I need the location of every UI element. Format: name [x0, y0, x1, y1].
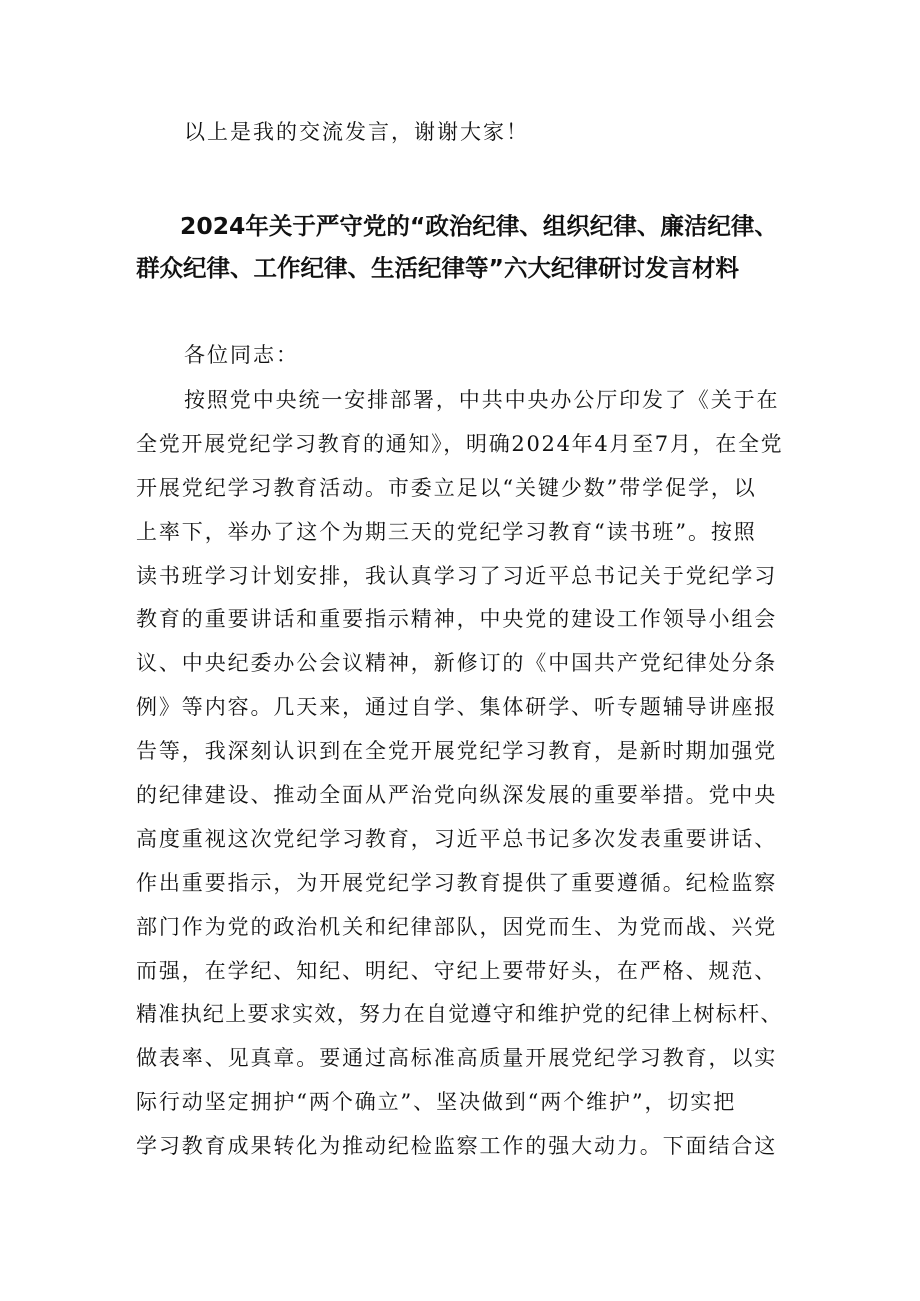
- body-line: 而强，在学纪、知纪、明纪、守纪上要带好头，在严格、规范、: [136, 958, 778, 983]
- body-line: 上率下，举办了这个为期三天的党纪学习教育“读书班”。按照: [136, 519, 757, 544]
- closing-remark: 以上是我的交流发言，谢谢大家！: [184, 120, 529, 144]
- body-line: 教育的重要讲话和重要指示精神，中央党的建设工作领导小组会: [136, 607, 778, 632]
- body-line: 开展党纪学习教育活动。市委立足以“关键少数”带学促学，以: [136, 475, 757, 500]
- body-line: 作出重要指示，为开展党纪学习教育提供了重要遵循。纪检监察: [136, 870, 778, 895]
- body-line: 读书班学习计划安排，我认真学习了习近平总书记关于党纪学习: [136, 563, 778, 588]
- body-line: 的纪律建设、推动全面从严治党向纵深发展的重要举措。党中央: [136, 783, 778, 808]
- body-line: 告等，我深刻认识到在全党开展党纪学习教育，是新时期加强党: [136, 739, 778, 764]
- body-line: 精准执纪上要求实效，努力在自觉遵守和维护党的纪律上树标杆、: [136, 1002, 783, 1027]
- body-line: 全党开展党纪学习教育的通知》，明确2024年4月至7月，在全党: [136, 431, 784, 456]
- title-line-1: 2024年关于严守党的“政治纪律、组织纪律、廉洁纪律、群: [136, 212, 778, 282]
- body-line: 按照党中央统一安排部署，中共中央办公厅印发了《关于在: [184, 388, 780, 412]
- title-line-2: 众纪律、工作纪律、生活纪律等”六大纪律研讨发言材料: [159, 254, 739, 282]
- salutation: 各位同志：: [184, 343, 299, 367]
- document-title: [136, 205, 796, 289]
- body-line: 做表率、见真章。要通过高标准高质量开展党纪学习教育，以实: [136, 1046, 778, 1071]
- body-line: 际行动坚定拥护“两个确立”、坚决做到“两个维护”，切实把: [136, 1090, 737, 1115]
- body-line: 议、中央纪委办公会议精神，新修订的《中国共产党纪律处分条: [136, 651, 778, 676]
- body-line: 高度重视这次党纪学习教育，习近平总书记多次发表重要讲话、: [136, 826, 778, 851]
- body-line: 部门作为党的政治机关和纪律部队，因党而生、为党而战、兴党: [136, 914, 778, 939]
- body-line: 例》等内容。几天来，通过自学、集体研学、听专题辅导讲座报: [136, 695, 778, 720]
- body-paragraph: [136, 379, 788, 1169]
- body-line: 学习教育成果转化为推动纪检监察工作的强大动力。下面结合这: [136, 1134, 778, 1159]
